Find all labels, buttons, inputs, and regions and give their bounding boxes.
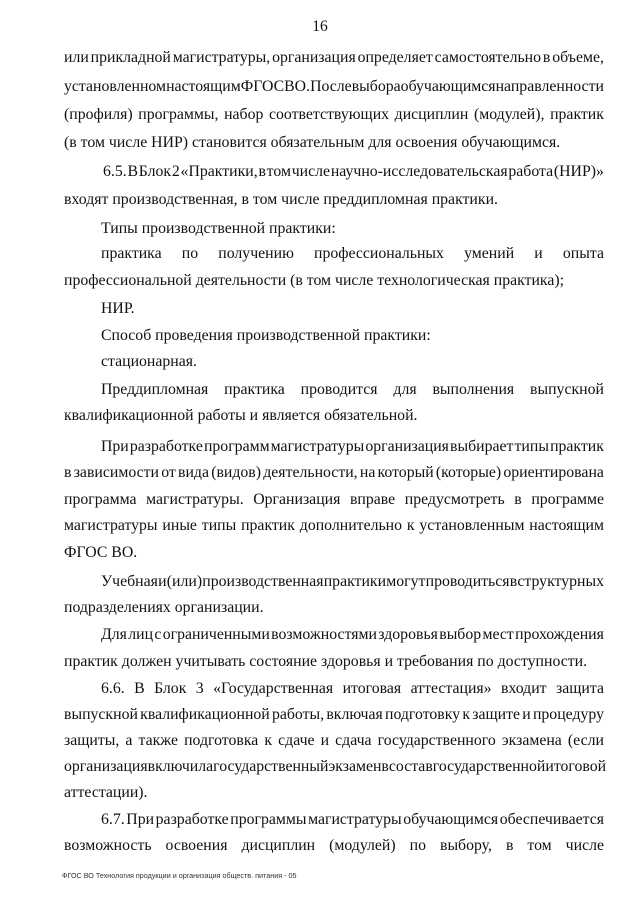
word: освоения: [165, 837, 228, 854]
word: магистратуры: [270, 438, 365, 455]
body-line: [101, 810, 604, 830]
word: При: [126, 811, 155, 828]
word: разработке: [155, 811, 229, 828]
body-line: Типы производственной практики:: [101, 220, 336, 237]
body-line: ФГОС ВО.: [64, 544, 138, 561]
word: к: [406, 517, 415, 534]
word: практики: [323, 573, 387, 590]
word: программ: [203, 438, 270, 455]
word: выбирает: [450, 438, 514, 455]
body-line: [101, 244, 604, 264]
word: обеспечивается: [499, 811, 604, 828]
word: вида: [178, 464, 209, 481]
word: аттестация»: [410, 680, 492, 697]
word: выпускной: [530, 381, 604, 398]
word: ФГОС: [240, 78, 285, 95]
word: сдаче: [278, 732, 315, 749]
word: ограниченными: [162, 626, 270, 643]
word: в: [258, 163, 266, 180]
word: процедуру: [532, 706, 604, 723]
word: в: [64, 464, 72, 481]
body-line: входят производственная, в том числе преддипломная практики.: [64, 191, 498, 208]
word: программа: [64, 491, 137, 508]
body-line: [64, 516, 604, 536]
word: определяет: [357, 49, 433, 66]
word: также: [138, 732, 179, 749]
word: обучающимся: [400, 78, 496, 95]
word: разработке: [129, 438, 203, 455]
word: защиты,: [64, 732, 120, 749]
body-line: [103, 162, 604, 182]
word: возможностями: [271, 626, 377, 643]
word: лиц: [128, 626, 154, 643]
word: от: [161, 464, 176, 481]
word: могут: [386, 573, 426, 590]
word: Для: [101, 626, 127, 643]
word: с: [154, 626, 162, 643]
word: числе: [291, 163, 331, 180]
body-line: профессиональной деятельности (в том числе технологическая практика);: [64, 272, 565, 289]
word: дисциплин: [394, 106, 469, 123]
word: подготовка: [184, 732, 259, 749]
word: магистратуры: [308, 811, 402, 828]
word: магистратуры,: [172, 49, 271, 66]
word: сдача: [335, 732, 372, 749]
word: Блок: [154, 680, 187, 697]
word: опыта: [562, 245, 604, 262]
body-line: [64, 490, 604, 510]
word: набор: [224, 106, 264, 123]
word: защита: [555, 680, 604, 697]
word: том: [527, 837, 552, 854]
body-line: Способ проведения производственной практики:: [101, 327, 431, 344]
body-line: [64, 836, 604, 856]
word: проводится: [300, 381, 378, 398]
word: научно-исследовательская: [330, 163, 508, 180]
word: и: [158, 573, 167, 590]
word: (которые): [435, 464, 502, 481]
word: практик: [550, 106, 604, 123]
word: структурных: [517, 573, 604, 590]
word: 6.6.: [101, 680, 125, 697]
word: 3: [195, 680, 204, 697]
word: вправе: [349, 491, 396, 508]
word: выбор: [439, 626, 482, 643]
word: включила: [147, 758, 214, 775]
word: установленном: [64, 78, 167, 95]
word: а: [125, 732, 133, 749]
word: прохождения: [515, 626, 604, 643]
word: и: [320, 732, 330, 749]
word: настоящим: [166, 78, 241, 95]
word: деятельности,: [263, 464, 358, 481]
word: направленности: [495, 78, 604, 95]
body-line: [101, 572, 604, 592]
page-number: 16: [312, 18, 328, 35]
word: получению: [218, 245, 294, 262]
word: Учебная: [101, 573, 158, 590]
word: (если: [567, 732, 604, 749]
word: к: [462, 706, 471, 723]
word: прикладной: [90, 49, 171, 66]
body-line: [64, 731, 604, 751]
word: обучающимся: [403, 811, 499, 828]
word: государственный: [213, 758, 329, 775]
word: экзамен: [328, 758, 382, 775]
body-line: квалификационной работы и является обязательной.: [64, 407, 418, 424]
word: магистратуры: [64, 517, 158, 534]
word: включая: [326, 706, 383, 723]
word: При: [101, 438, 129, 455]
word: здоровья: [378, 626, 438, 643]
word: организация: [365, 438, 449, 455]
word: После: [310, 78, 352, 95]
word: практика: [224, 381, 285, 398]
footer: ФГОС ВО Технология продукции и организация обществ. питания - 05: [62, 871, 297, 880]
word: работа: [508, 163, 554, 180]
word: (модулей): [329, 837, 396, 854]
word: практик: [241, 517, 295, 534]
word: 6.5.: [103, 163, 127, 180]
word: по: [409, 837, 426, 854]
word: который: [377, 464, 434, 481]
word: государственной: [432, 758, 546, 775]
body-line: [101, 625, 604, 645]
word: самостоятельно: [434, 49, 542, 66]
word: объеме,: [552, 49, 604, 66]
word: состав: [388, 758, 433, 775]
word: или: [64, 49, 89, 66]
word: 2: [171, 163, 180, 180]
body-line: практик должен учитывать состояние здоровья и требования по доступности.: [64, 653, 588, 670]
word: программы: [230, 811, 307, 828]
word: государственного: [377, 732, 496, 749]
word: Организация: [253, 491, 341, 508]
body-line: НИР.: [101, 300, 135, 317]
body-line: [64, 105, 604, 125]
body-line: [64, 705, 604, 725]
word: практик: [550, 438, 604, 455]
word: и: [534, 245, 543, 262]
word: в: [514, 491, 522, 508]
word: (модулей),: [473, 106, 545, 123]
word: по: [181, 245, 199, 262]
word: подготовку: [384, 706, 461, 723]
word: производственная: [202, 573, 324, 590]
word: типы: [201, 517, 237, 534]
body-line: (в том числе НИР) становится обязательным для освоения обучающимся.: [64, 134, 561, 151]
word: экзамена: [501, 732, 562, 749]
word: предусмотреть: [404, 491, 505, 508]
word: в: [505, 837, 514, 854]
word: числе: [565, 837, 604, 854]
word: в: [509, 573, 518, 590]
body-line: аттестации).: [64, 784, 148, 801]
word: в: [542, 49, 551, 66]
word: настоящим: [529, 517, 604, 534]
body-line: подразделениях организации.: [64, 599, 264, 616]
word: программы,: [138, 106, 219, 123]
word: квалификационной: [140, 706, 270, 723]
word: Блок: [138, 163, 172, 180]
body-line: [101, 380, 604, 400]
word: к: [264, 732, 273, 749]
word: входит: [500, 680, 547, 697]
word: итоговая: [342, 680, 402, 697]
body-line: стационарная.: [101, 353, 197, 370]
word: В: [134, 680, 145, 697]
word: программе: [531, 491, 604, 508]
word: организация: [64, 758, 148, 775]
word: иные: [162, 517, 197, 534]
word: «Государственная: [213, 680, 334, 697]
word: выпускной: [64, 706, 138, 723]
word: установленным: [419, 517, 525, 534]
word: соответствующих: [269, 106, 390, 123]
word: практика: [101, 245, 162, 262]
word: выполнения: [432, 381, 515, 398]
body-line: [64, 463, 604, 483]
word: Преддипломная: [101, 381, 209, 398]
body-line: [64, 48, 604, 68]
word: проводиться: [425, 573, 510, 590]
word: организация: [272, 49, 356, 66]
word: выбора: [351, 78, 401, 95]
word: (или): [166, 573, 203, 590]
word: В: [127, 163, 139, 180]
word: на: [359, 464, 376, 481]
word: магистратуры.: [146, 491, 244, 508]
word: итоговой: [545, 758, 607, 775]
word: (профиля): [64, 106, 133, 123]
word: ориентирована: [503, 464, 604, 481]
word: типы: [514, 438, 549, 455]
word: дисциплин: [241, 837, 316, 854]
body-line: [64, 77, 604, 97]
word: возможность: [64, 837, 152, 854]
word: выбору,: [439, 837, 492, 854]
body-line: [101, 437, 604, 457]
word: умений: [464, 245, 515, 262]
word: работы,: [271, 706, 325, 723]
body-line: [101, 679, 604, 699]
word: и: [522, 706, 531, 723]
word: ВО.: [284, 78, 311, 95]
word: дополнительно: [299, 517, 403, 534]
word: (НИР)»: [553, 163, 604, 180]
word: мест: [482, 626, 514, 643]
word: защите: [472, 706, 521, 723]
word: для: [393, 381, 417, 398]
word: 6.7.: [101, 811, 125, 828]
word: в: [381, 758, 389, 775]
word: профессиональных: [314, 245, 444, 262]
word: (видов): [211, 464, 262, 481]
body-line: [64, 757, 607, 777]
word: зависимости: [73, 464, 159, 481]
word: «Практики,: [180, 163, 258, 180]
word: том: [266, 163, 291, 180]
